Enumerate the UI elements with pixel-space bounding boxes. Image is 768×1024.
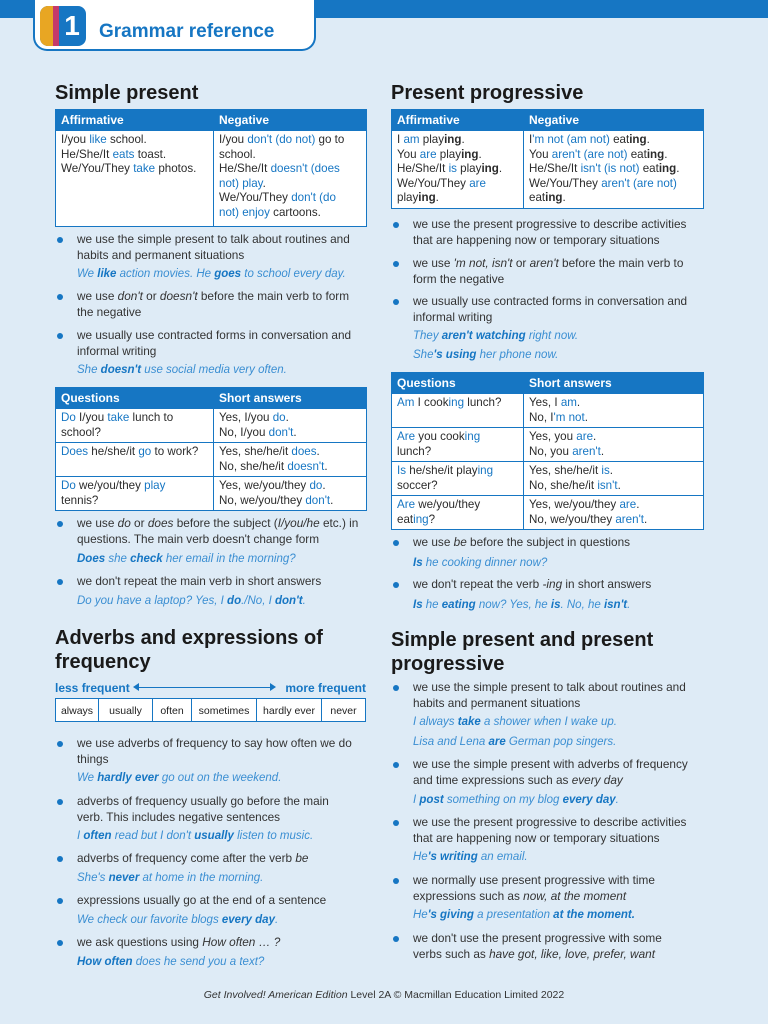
bullet-item: we usually use contracted forms in conversation and informal writing (77, 328, 351, 359)
less-frequent-label: less frequent (55, 681, 130, 695)
table-row (392, 496, 704, 530)
scale-cell: sometimes (191, 698, 257, 722)
bullet-item: we use don't or doesn't before the main verb to form the negative (77, 289, 349, 320)
example-sentence: They aren't watching right now. (413, 330, 579, 342)
table-header: Negative (214, 110, 367, 131)
bullet-item: we don't repeat the verb -ing in short answers (413, 577, 651, 593)
table-line: He/She/It eats toast. (61, 147, 167, 161)
bullet-item: we use 'm not, isn't or aren't before the main verb to form the negative (413, 256, 683, 287)
bullet-item: we normally use present progressive with time expressions such as now, at the moment (413, 873, 655, 904)
section-title-sp-pp: Simple present and present progressive (391, 629, 654, 675)
bullet-item: expressions usually go at the end of a sentence (77, 893, 326, 909)
question-cell: Is he/she/it playing soccer? (392, 462, 524, 496)
question-cell: Does he/she/it go to work? (56, 443, 214, 477)
table-header: Short answers (214, 388, 367, 409)
bullet-item: we use adverbs of frequency to say how often we do things (77, 736, 352, 767)
more-frequent-label: more frequent (285, 681, 366, 695)
negative-cell: I'm not (am not) eating. You aren't (are not) eating. He/She/It isn't (is not) eating. We/You/They aren't (are not) eating. (524, 131, 704, 209)
negative-cell (214, 131, 367, 227)
table-row (56, 477, 367, 511)
example-sentence: He's writing an email. (413, 851, 528, 863)
section-title-simple-present: Simple present (55, 82, 199, 104)
present-progressive-questions-table (391, 372, 704, 530)
example-sentence: We hardly ever go out on the weekend. (77, 772, 282, 784)
page-title: Grammar reference (99, 21, 275, 42)
bullet-item: we don't repeat the main verb in short answers (77, 574, 321, 590)
bullet-item: we use the present progressive to describe activities that are happening now or temporary situations (413, 217, 686, 248)
question-cell: Do I/you take lunch to school? (56, 409, 214, 443)
table-header: Questions (392, 373, 524, 394)
question-cell: Are we/you/they eating? (392, 496, 524, 530)
answer-cell: Yes, I am. No, I'm not. (524, 394, 704, 428)
scale-cell: never (321, 698, 366, 722)
table-line: We/You/They take photos. (61, 162, 197, 175)
bullet-item: adverbs of frequency usually go before the main verb. This includes negative sentences (77, 794, 329, 825)
table-header: Negative (524, 110, 704, 131)
table-line: I/you like school. (61, 133, 147, 146)
table-header: Affirmative (392, 110, 524, 131)
example-sentence: She's never at home in the morning. (77, 872, 264, 884)
answer-cell: Yes, you are. No, you aren't. (524, 428, 704, 462)
unit-number: 1 (64, 10, 80, 41)
example-sentence: I post something on my blog every day. (413, 794, 619, 806)
table-line: We/You/They don't (do (219, 191, 336, 204)
table-row (56, 409, 367, 443)
example-sentence: Do you have a laptop? Yes, I do./No, I don't. (77, 595, 306, 607)
simple-present-questions-table (55, 387, 367, 511)
scale-cell: usually (98, 698, 153, 722)
example-sentence: I often read but I don't usually listen to music. (77, 830, 314, 842)
scale-cell: often (152, 698, 192, 722)
affirmative-cell: I am playing. You are playing. He/She/It is playing. We/You/They are playing. (392, 131, 524, 209)
answer-cell: Yes, we/you/they are. No, we/you/they aren't. (524, 496, 704, 530)
example-sentence: She doesn't use social media very often. (77, 364, 287, 376)
table-row (392, 462, 704, 496)
frequency-scale (55, 698, 366, 722)
scale-cell: always (55, 698, 99, 722)
answer-cell: Yes, she/he/it does. No, she/he/it doesn't. (214, 443, 367, 477)
bullet-item: we use do or does before the subject (I/you/he etc.) in questions. The main verb doesn't change form (77, 516, 358, 547)
affirmative-cell (56, 131, 214, 227)
answer-cell: Yes, we/you/they do. No, we/you/they don't. (214, 477, 367, 511)
table-header: Questions (56, 388, 214, 409)
frequency-arrow-row (55, 680, 366, 696)
bullet-item: we use the present progressive to describe activities that are happening now or temporary situations (413, 815, 686, 846)
bullet-item: we use the simple present to talk about routines and habits and permanent situations (77, 232, 350, 263)
bullet-item: we ask questions using How often … ? (77, 935, 280, 951)
bullet-item: we usually use contracted forms in conversation and informal writing (413, 294, 687, 325)
bullet-item: we use be before the subject in questions (413, 535, 630, 551)
bullet-item: we don't use the present progressive with some verbs such as have got, like, love, prefer, want (413, 931, 662, 962)
example-sentence: Is he cooking dinner now? (413, 557, 548, 569)
table-row (392, 394, 704, 428)
double-arrow-icon (138, 687, 271, 688)
table-row (392, 428, 704, 462)
example-sentence: We check our favorite blogs every day. (77, 914, 279, 926)
table-line: school. (219, 147, 256, 161)
table-header: Short answers (524, 373, 704, 394)
example-sentence: How often does he send you a text? (77, 956, 265, 968)
table-line: He/She/It doesn't (does (219, 162, 340, 175)
example-sentence: I always take a shower when I wake up. (413, 716, 617, 728)
question-cell: Are you cooking lunch? (392, 428, 524, 462)
table-line: not) play. (219, 176, 266, 190)
bullet-item: adverbs of frequency come after the verb be (77, 851, 308, 867)
bullet-item: we use the simple present to talk about routines and habits and permanent situations (413, 680, 686, 711)
bullet-item: we use the simple present with adverbs of frequency and time expressions such as every day (413, 757, 688, 788)
example-sentence: Lisa and Lena are German pop singers. (413, 736, 617, 748)
table-line: not) enjoy cartoons. (219, 205, 321, 219)
section-title-present-progressive: Present progressive (391, 82, 584, 104)
table-line: I/you don't (do not) go to (219, 133, 345, 146)
page-footer: Get Involved! American Edition Level 2A © Macmillan Education Limited 2022 (203, 989, 565, 1001)
question-cell: Do we/you/they play tennis? (56, 477, 214, 511)
table-header: Affirmative (56, 110, 214, 131)
example-sentence: We like action movies. He goes to school every day. (77, 268, 346, 280)
unit-badge (40, 6, 86, 46)
simple-present-table (55, 109, 367, 227)
answer-cell: Yes, she/he/it is. No, she/he/it isn't. (524, 462, 704, 496)
section-title-adverbs: Adverbs and expressions of frequency (55, 627, 323, 673)
scale-cell: hardly ever (256, 698, 322, 722)
example-sentence: Is he eating now? Yes, he is. No, he isn't. (413, 599, 631, 611)
example-sentence: Does she check her email in the morning? (77, 553, 296, 565)
answer-cell: Yes, I/you do. No, I/you don't. (214, 409, 367, 443)
example-sentence: She's using her phone now. (413, 349, 559, 361)
present-progressive-table (391, 109, 704, 209)
example-sentence: He's giving a presentation at the moment. (413, 909, 635, 921)
table-row (56, 443, 367, 477)
question-cell: Am I cooking lunch? (392, 394, 524, 428)
